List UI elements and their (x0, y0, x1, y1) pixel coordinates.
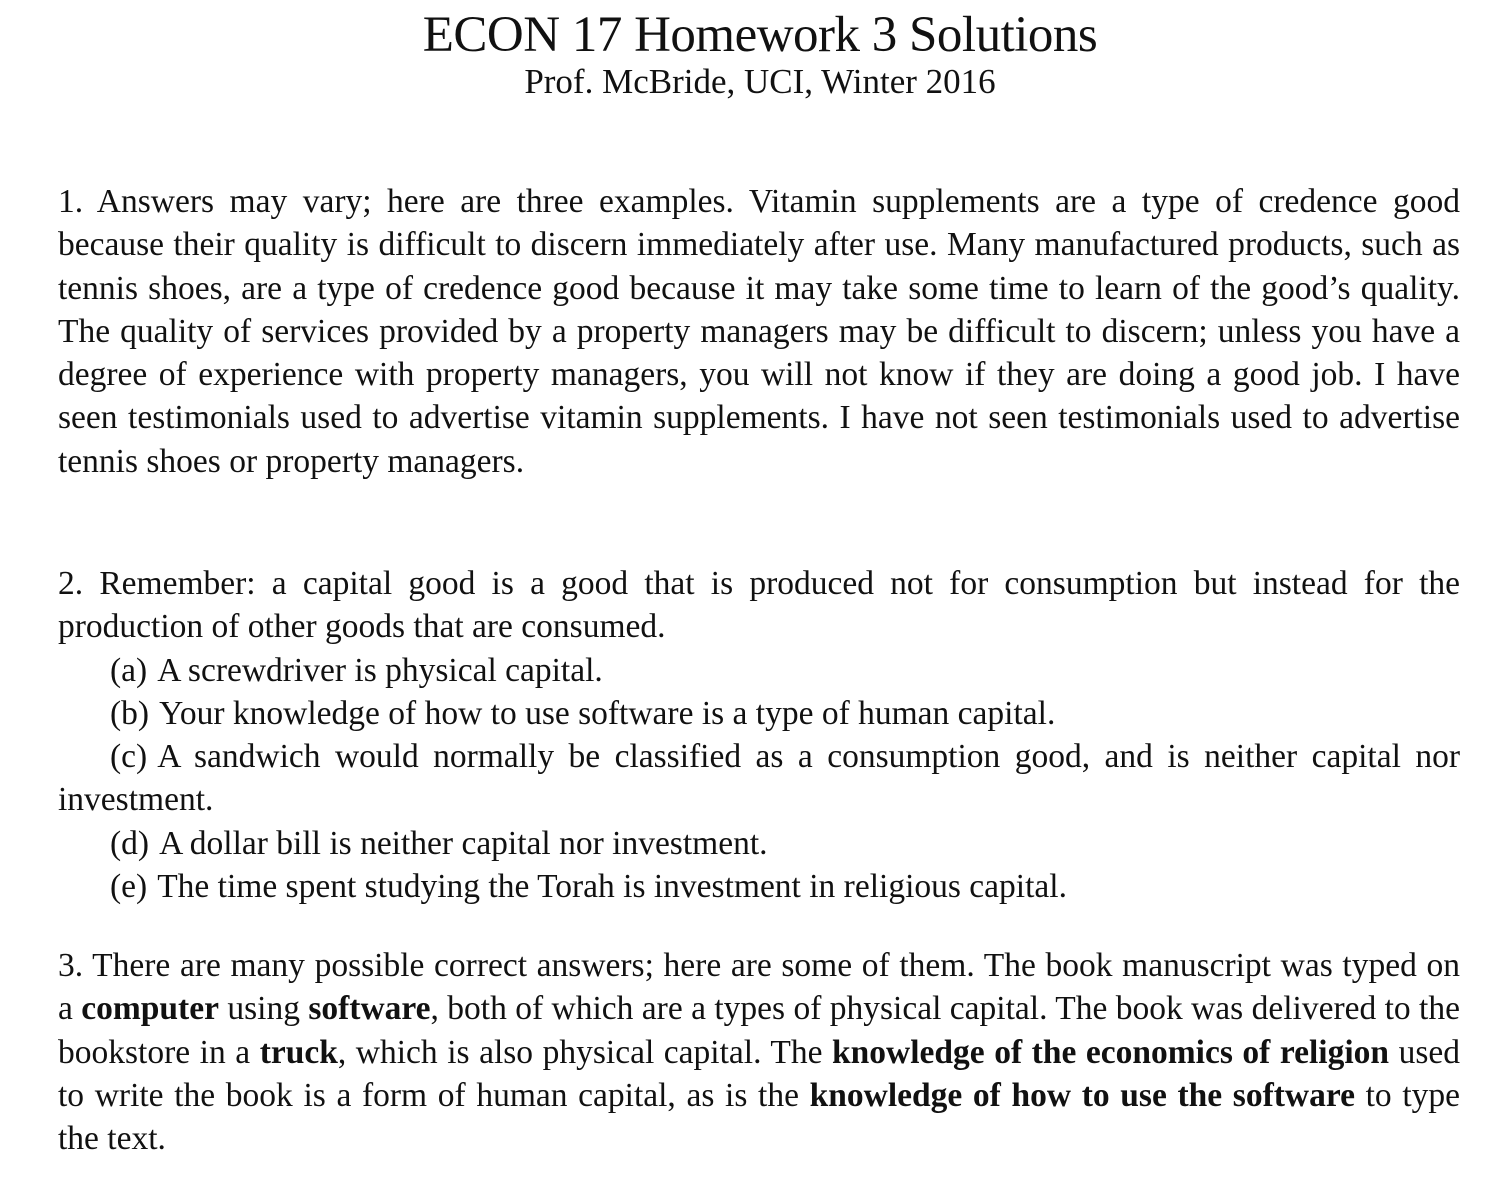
item-text: A screwdriver is physical capital. (157, 652, 603, 689)
item-label: (d) (110, 825, 150, 862)
bold-term-knowledge-software: knowledge of how to use the software (809, 1076, 1355, 1114)
text-segment: , both of which are a types of physical capital. The book was delivered to the bookstore in a (58, 990, 1460, 1071)
document-title: ECON 17 Homework 3 Solutions (422, 7, 1098, 63)
document-subtitle: Prof. McBride, UCI, Winter 2016 (524, 62, 996, 101)
item-label: (e) (110, 868, 148, 905)
text-segment: used to write the book is a form of human capital, as is the (58, 1033, 1461, 1114)
item-label: (b) (110, 695, 150, 732)
bold-term-truck: truck (259, 1033, 338, 1071)
answer-1-paragraph: 1. Answers may vary; here are three examples. Vitamin supplements are a type of credence good because their quality is difficult to discern immediately after use. Many manufactured products, such as tennis shoes, are a type of credence good because it may take some time to learn of the good’s quality. The quality of services provided by a property managers may be difficult to discern; unless you have a degree of experience with property managers, you will not know if they are doing a good job. I have seen testimonials used to advertise vitamin supplements. I have not seen testimonials used to advertise tennis shoes or property managers. (58, 183, 1460, 480)
answer-2-item-c (58, 735, 1460, 822)
text-segment: , which is also physical capital. The (337, 1033, 833, 1071)
answer-2-item-a (58, 649, 1460, 692)
answer-2-item-d (58, 822, 1460, 865)
bold-term-computer: computer (81, 990, 219, 1028)
item-label: (c) (110, 738, 148, 775)
answer-3-paragraph (58, 944, 1460, 1160)
bold-term-knowledge-economics: knowledge of the economics of religion (832, 1033, 1390, 1071)
bold-term-software: software (308, 990, 431, 1028)
text-segment: 3. There are many possible correct answers; here are some of them. The book manuscript was typed on a (58, 947, 1460, 1028)
text-segment: using (218, 990, 309, 1028)
answer-2-item-b (58, 692, 1460, 735)
item-text: A dollar bill is neither capital nor investment. (159, 825, 768, 862)
answer-2-item-e (58, 865, 1460, 908)
item-text: A sandwich would normally be classified as a consumption good, and is neither capital nor investment. (58, 738, 1460, 819)
item-text: Your knowledge of how to use software is a type of human capital. (159, 695, 1056, 732)
item-text: The time spent studying the Torah is investment in religious capital. (157, 868, 1067, 905)
item-label: (a) (110, 652, 148, 689)
answer-2-intro: 2. Remember: a capital good is a good that is produced not for consumption but instead for the production of other goods that are consumed. (58, 565, 1460, 646)
text-segment: to type the text. (58, 1076, 1461, 1158)
